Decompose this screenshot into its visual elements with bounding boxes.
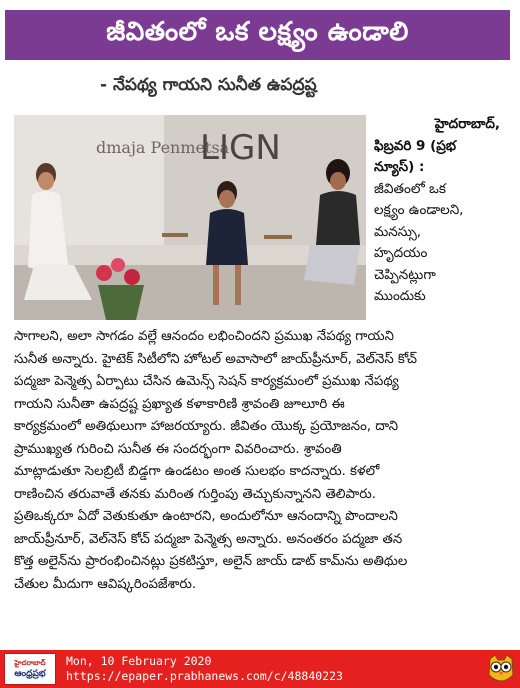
- logo-title: ఆంధ్రప్రభ: [14, 669, 46, 679]
- body-line: చేతుల మీదుగా ఆవిష్కరింపజేశారు.: [14, 576, 197, 592]
- byline-line: మనస్సు,: [374, 223, 422, 240]
- byline-line: చెప్పినట్లుగా: [374, 266, 436, 283]
- body-line: పద్మజా పెన్మెత్స ఏర్పాటు చేసిన ఉమెన్స్ సెషన్ కార్యక్రమంలో ప్రముఖ నేపథ్య: [14, 374, 399, 389]
- headline-bar: [5, 10, 510, 60]
- dateline-date: ఫిబ్రవరి 9 (ప్రభ: [374, 137, 457, 154]
- dateline-city: హైదరాబాద్,: [434, 116, 500, 132]
- body-line: కార్యక్రమంలో అతిథులుగా హాజరయ్యారు. జీవితం యొక్క ప్రయోజనం, దాని: [14, 419, 399, 434]
- event-photo-illustration: [14, 115, 366, 320]
- body-line: ప్రాముఖ్యత గురించి సునీత ఈ సందర్భంగా వివరించారు. శ్రావంతి: [14, 441, 342, 457]
- body-line: గాయని సునీతా ఉపద్రష్ట ప్రఖ్యాత కళాకారిణి శ్రావంతి జూలూరి ఈ: [14, 396, 345, 412]
- publish-date: Mon, 10 February 2020: [66, 654, 212, 668]
- body-line: సాగాలని, అలా సాగడం వల్లే ఆనందం లభించిందని ప్రముఖ నేపథ్య గాయని: [14, 329, 394, 344]
- logo-edition: హైదరాబాద్: [14, 659, 46, 667]
- owl-icon[interactable]: [486, 653, 516, 685]
- subheadline: - నేపథ్య గాయని సునీత ఉపద్రష్ట: [100, 75, 317, 95]
- body-line: మాట్లాడుతూ సెలబ్రిటీ బిడ్డగా ఉండటం అంత సులభం కాదన్నారు. కళలో: [14, 464, 380, 479]
- byline-column: [374, 114, 514, 324]
- source-url[interactable]: https://epaper.prabhanews.com/c/48840223: [66, 669, 343, 683]
- body-line: కొత్త అలైన్‌ను ప్రారంభించినట్లు ప్రకటిస్తూ, అలైన్ జాయ్ డాట్ కామ్‌ను అతిథుల: [14, 554, 408, 569]
- headline: జీవితంలో ఒక లక్ష్యం ఉండాలి: [106, 17, 409, 47]
- body-line: జాయ్‌ప్రీనూర్, వెల్‌నెస్ కోచ్ పద్మజా పెన్మెత్స అన్నారు. అనంతరం పద్మజా తన: [14, 531, 403, 547]
- byline-line: జీవితంలో ఒక: [374, 180, 446, 197]
- photo-banner-right: LIGN: [200, 128, 281, 168]
- andhra-prabha-logo[interactable]: [4, 653, 56, 685]
- dateline-source: న్యూస్) :: [374, 159, 425, 175]
- footer-meta: [66, 654, 466, 684]
- body-line: ప్రతిఒక్కరూ ఏదో వెతుకుతూ ఉంటారని, అందులోనూ ఆనందాన్ని పొందాలని: [14, 509, 398, 524]
- footer-bar: [0, 650, 520, 688]
- byline-line: లక్ష్యం ఉండాలని,: [374, 202, 464, 218]
- photo-banner-left: dmaja Penmetsa: [96, 138, 230, 157]
- article-photo[interactable]: [14, 115, 366, 320]
- body-line: రాణించిన తరువాతే తనకు మరింత గుర్తింపు తెచ్చుకున్నానని తెలిపారు.: [14, 486, 376, 502]
- byline-line: హృదయం: [374, 245, 428, 261]
- byline-line: ముందుకు: [374, 288, 426, 304]
- body-line: సునీత అన్నారు. హైటెక్ సిటీలోని హోటల్ అవాసాలో జాయ్‌ప్రీనూర్, వెల్‌నెస్ కోచ్: [14, 351, 417, 367]
- article-body: [14, 326, 512, 626]
